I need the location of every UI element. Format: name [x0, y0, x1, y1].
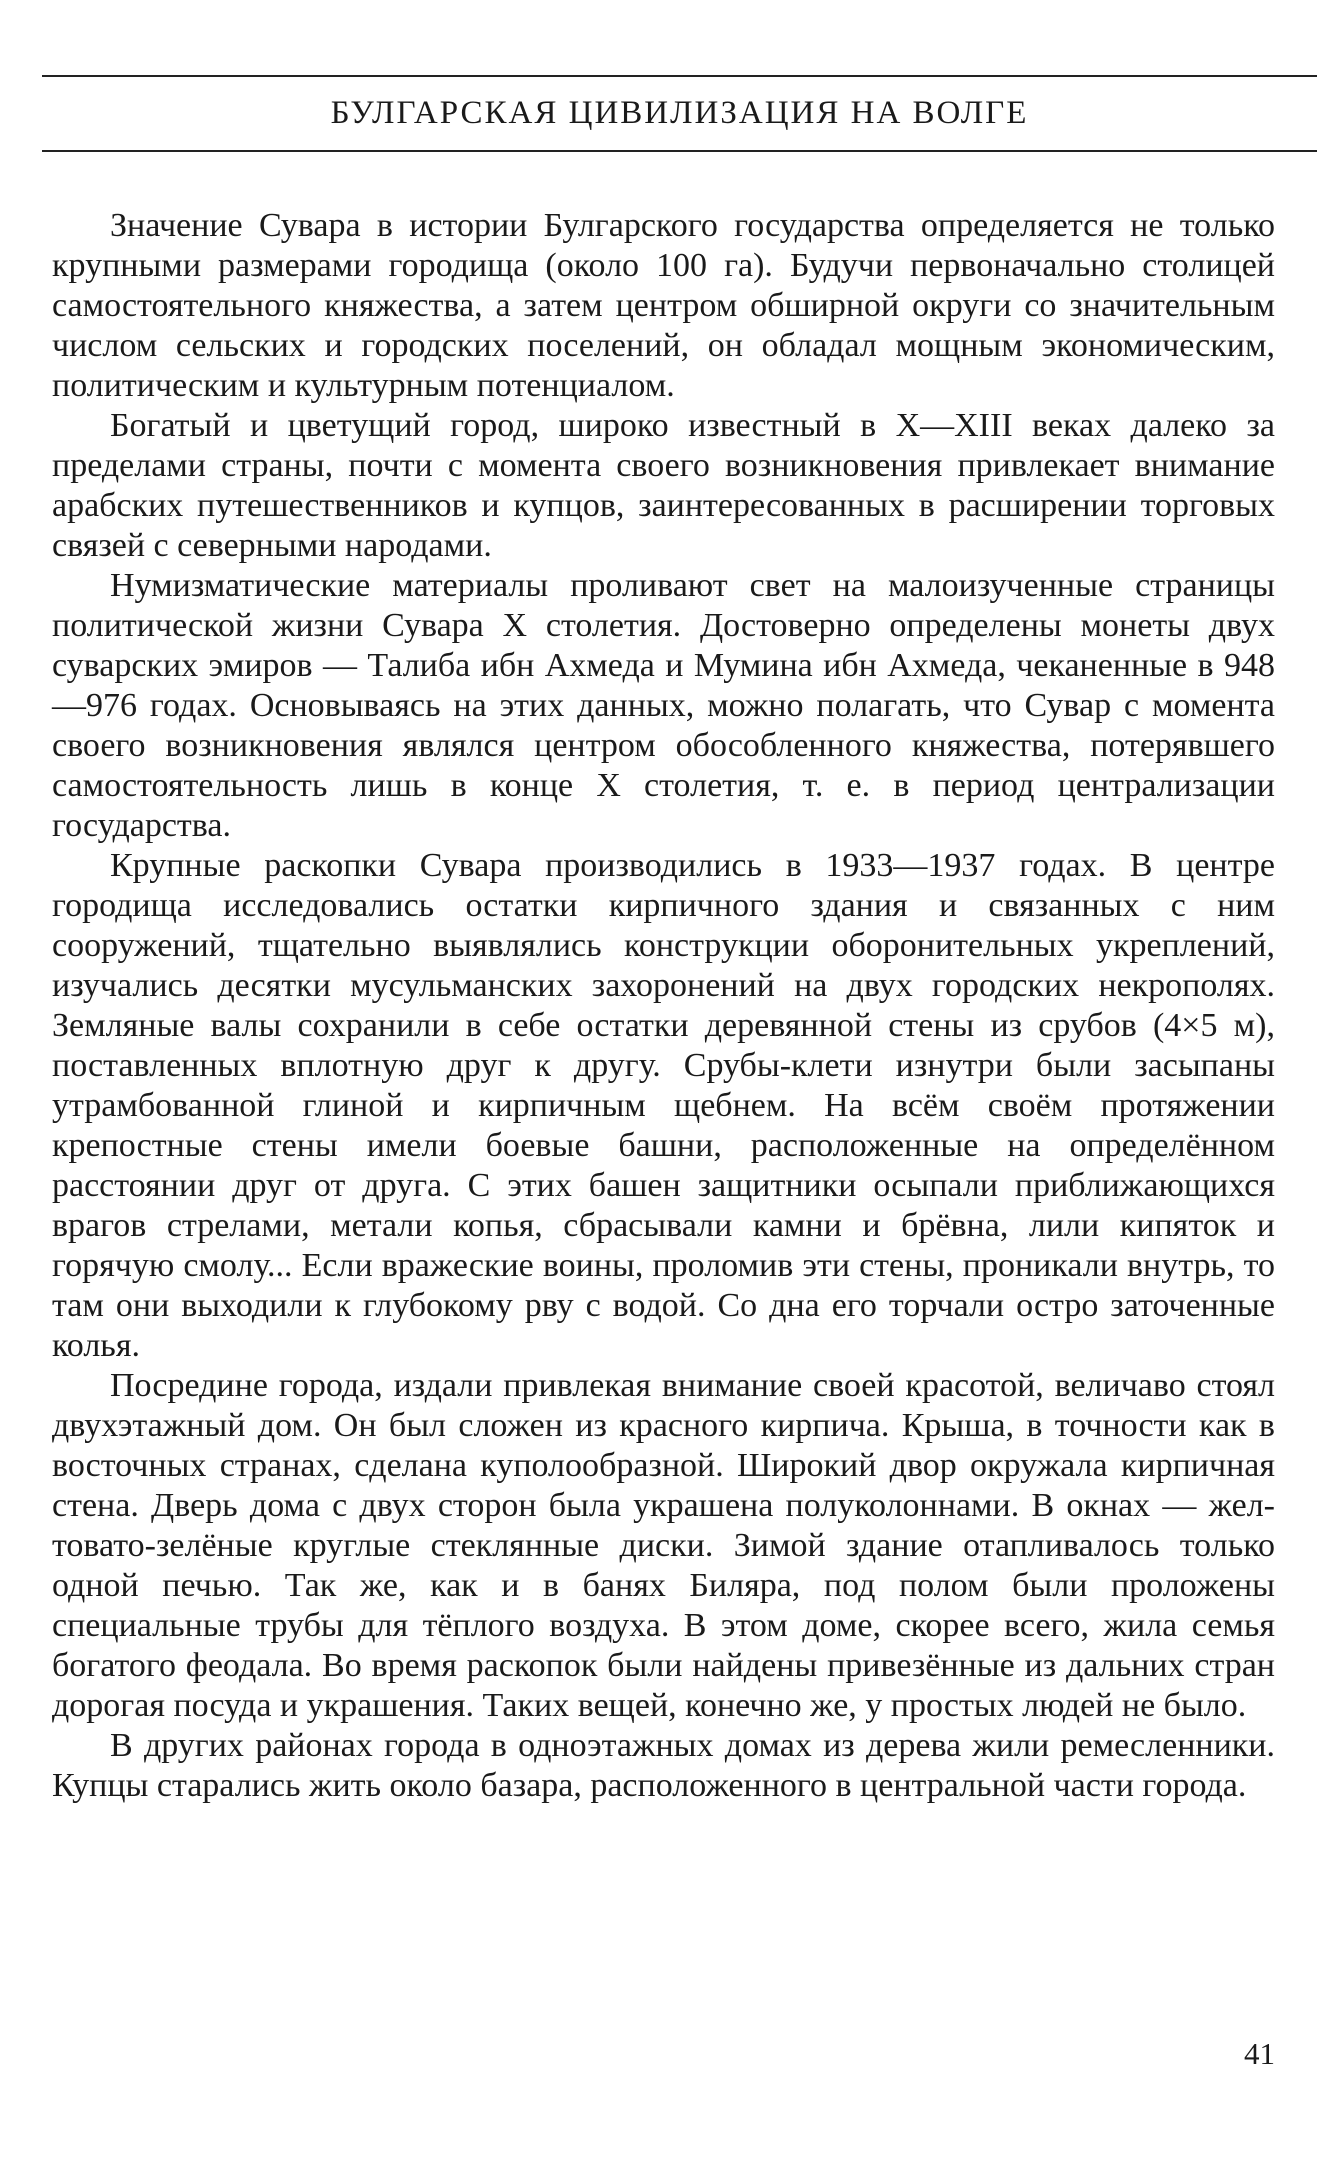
paragraph-excavations: Крупные раскопки Сувара производились в 1933—1937 годах. В центре городища исследовались остатки кирпичного здания и связанных с ним сооружений, тщательно выявлялись конструкции оборонительных укреплений, изучались десятки мусульманских захоронений на двух городских некрополях. Земляные валы сохранили в себе остатки деревянной стены из срубов (4×5 м), поставленных вплотную друг к другу. Срубы-клети изнутри были засыпаны утрамбованной глиной и кирпичным щебнем. На всём своём протяжении крепостные стены имели боевые башни, расположенные на определённом расстоянии друг от друга. С этих башен защитники осыпали приближающихся врагов стрелами, метали копья, сбрасывали камни и брёвна, лили кипяток и горячую смолу... Если вражеские воины, проломив эти стены, проникали внутрь, то там они выходили к глубокому рву с водой. Со дна его торчали остро заточенные колья.	[52, 847, 1275, 1364]
paragraph-suvar-significance: Значение Сувара в истории Булгарского государства определяется не только крупными размерами городища (около 100 га). Будучи первоначально столицей самостоятельного княжества, а затем центром обширной округи со значительным числом сельских и городских поселений, он обладал мощным экономическим, политическим и культурным потенциалом.	[52, 207, 1275, 404]
page-number: 41	[1244, 2036, 1275, 2071]
body-text	[52, 206, 1275, 1806]
header-bottom-rule	[42, 150, 1317, 152]
paragraph-numismatics: Нумизматические материалы проливают свет на малоизученные страницы политической жизни Сувара X столетия. Достоверно определены монеты двух суварских эмиров — Талиба ибн Ахмеда и Мумина ибн Ахмеда, чеканенные в 948—976 годах. Основываясь на этих данных, можно полагать, что Сувар с момента своего возникновения являлся центром обособленного княжества, потерявшего самостоятельность лишь в конце X столетия, т. е. в период централизации государства.	[52, 567, 1275, 844]
paragraph-craftsmen: В других районах города в одноэтажных домах из дерева жили ремесленники. Купцы старались жить около базара, расположенного в центральной части города.	[52, 1727, 1275, 1804]
running-title: БУЛГАРСКАЯ ЦИВИЛИЗАЦИЯ НА ВОЛГЕ	[330, 95, 1029, 131]
header-top-rule	[42, 75, 1317, 77]
paragraph-rich-city: Богатый и цветущий город, широко известный в X—XIII веках далеко за пределами страны, почти с момента своего возникновения привлекает внимание арабских путешественников и купцов, заинтересованных в расширении торговых связей с северными народами.	[52, 407, 1275, 564]
paragraph-two-storey-house: Посредине города, издали привлекая внимание своей красотой, величаво стоял двухэтажный дом. Он был сложен из красного кирпича. Крыша, в точности как в восточных странах, сделана куполообразной. Широкий двор окружала кирпичная стена. Дверь дома с двух сторон была украшена полуколоннами. В окнах — желтовато-зелёные круглые стеклянные диски. Зимой здание отапливалось только одной печью. Так же, как и в банях Биляра, под полом были проложены специальные трубы для тёплого воздуха. В этом доме, скорее всего, жила семья богатого феодала. Во время раскопок были найдены привезённые из дальних стран дорогая посуда и украшения. Таких вещей, конечно же, у простых людей не было.	[52, 1367, 1275, 1724]
